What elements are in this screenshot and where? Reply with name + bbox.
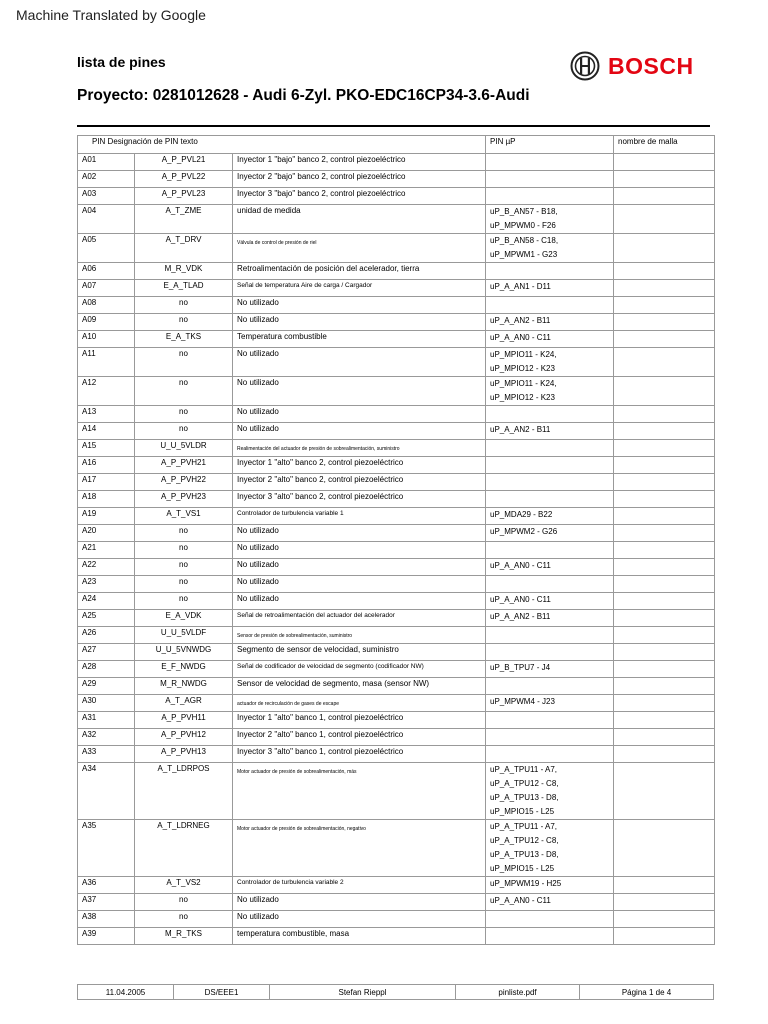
text-cell: Válvula de control de presión de riel: [233, 234, 486, 263]
pin-cell: A12: [78, 377, 135, 406]
net-name-cell: [614, 820, 715, 877]
table-row: [78, 491, 715, 508]
footer-page-number: Página 1 de 4: [580, 985, 714, 1000]
net-name-cell: [614, 423, 715, 440]
pin-cell: A05: [78, 234, 135, 263]
pin-up-cell: [486, 297, 614, 314]
table-row: [78, 234, 715, 263]
text-cell: unidad de medida: [233, 205, 486, 234]
net-name-cell: [614, 729, 715, 746]
table-row: [78, 576, 715, 593]
pin-up-cell: [486, 406, 614, 423]
designation-cell: E_A_TLAD: [135, 280, 233, 297]
pin-up-cell: [486, 440, 614, 457]
pin-up-cell: [486, 542, 614, 559]
text-cell: actuador de recirculación de gases de escape: [233, 695, 486, 712]
table-row: [78, 154, 715, 171]
text-cell: Segmento de sensor de velocidad, suministro: [233, 644, 486, 661]
designation-cell: M_R_NWDG: [135, 678, 233, 695]
header-pin-designation: PIN Designación de PIN texto: [78, 136, 486, 154]
net-name-cell: [614, 712, 715, 729]
pin-up-line: uP_MPWM19 - H25: [490, 879, 562, 888]
pin-cell: A03: [78, 188, 135, 205]
document-title: lista de pines: [77, 54, 166, 70]
pin-up-cell: [486, 661, 614, 678]
text-cell: Motor actuador de presión de sobrealimentación, negativo: [233, 820, 486, 877]
designation-cell: no: [135, 911, 233, 928]
table-row: [78, 729, 715, 746]
table-row: [78, 610, 715, 627]
pin-up-cell: [486, 644, 614, 661]
text-cell: Temperatura combustible: [233, 331, 486, 348]
table-row: [78, 695, 715, 712]
page-footer: [77, 984, 714, 1000]
pin-up-line: uP_A_TPU12 - C8,: [490, 779, 559, 788]
pin-up-line: uP_A_AN1 - D11: [490, 282, 551, 291]
pin-up-line: uP_MPIO15 - L25: [490, 807, 555, 816]
pin-cell: A07: [78, 280, 135, 297]
pin-up-line: uP_B_TPU7 - J4: [490, 663, 551, 672]
designation-cell: no: [135, 559, 233, 576]
table-row: [78, 331, 715, 348]
text-cell: No utilizado: [233, 525, 486, 542]
net-name-cell: [614, 644, 715, 661]
pin-cell: A36: [78, 877, 135, 894]
net-name-cell: [614, 188, 715, 205]
pin-up-cell: [486, 263, 614, 280]
net-name-cell: [614, 661, 715, 678]
text-cell: Inyector 1 "alto" banco 1, control piezoeléctrico: [233, 712, 486, 729]
net-name-cell: [614, 525, 715, 542]
text-cell: Inyector 3 "alto" banco 2, control piezoeléctrico: [233, 491, 486, 508]
pin-cell: A32: [78, 729, 135, 746]
pin-table: [77, 135, 715, 945]
pin-up-line: uP_A_TPU13 - D8,: [490, 850, 559, 859]
pin-cell: A02: [78, 171, 135, 188]
table-row: [78, 508, 715, 525]
pin-up-line: uP_MPWM1 - G23: [490, 250, 558, 259]
net-name-cell: [614, 508, 715, 525]
pin-up-cell: [486, 911, 614, 928]
text-cell: Sensor de velocidad de segmento, masa (sensor NW): [233, 678, 486, 695]
designation-cell: A_T_LDRPOS: [135, 763, 233, 820]
table-row: [78, 440, 715, 457]
pin-up-cell: [486, 348, 614, 377]
pin-cell: A28: [78, 661, 135, 678]
net-name-cell: [614, 205, 715, 234]
net-name-cell: [614, 911, 715, 928]
text-cell: No utilizado: [233, 894, 486, 911]
designation-cell: A_P_PVL23: [135, 188, 233, 205]
designation-cell: M_R_TKS: [135, 928, 233, 945]
table-row: [78, 542, 715, 559]
pin-cell: A37: [78, 894, 135, 911]
net-name-cell: [614, 314, 715, 331]
designation-cell: A_P_PVL21: [135, 154, 233, 171]
pin-up-cell: [486, 763, 614, 820]
text-cell: Inyector 3 "alto" banco 1, control piezoeléctrico: [233, 746, 486, 763]
designation-cell: no: [135, 406, 233, 423]
header-pin-up: PIN µP: [486, 136, 614, 154]
pin-up-cell: [486, 894, 614, 911]
pin-up-cell: [486, 746, 614, 763]
designation-cell: no: [135, 593, 233, 610]
pin-cell: A09: [78, 314, 135, 331]
pin-up-cell: [486, 377, 614, 406]
pin-up-cell: [486, 729, 614, 746]
text-cell: No utilizado: [233, 593, 486, 610]
project-title: Proyecto: 0281012628 - Audi 6-Zyl. PKO-EDC16CP34-3.6-Audi: [77, 87, 530, 104]
brand-name: BOSCH: [608, 52, 694, 79]
header-rule: [77, 125, 710, 127]
pin-up-cell: [486, 820, 614, 877]
designation-cell: A_P_PVH22: [135, 474, 233, 491]
text-cell: Retroalimentación de posición del acelerador, tierra: [233, 263, 486, 280]
table-row: [78, 911, 715, 928]
pin-up-line: uP_MPWM0 - F26: [490, 221, 556, 230]
text-cell: No utilizado: [233, 559, 486, 576]
pin-up-cell: [486, 331, 614, 348]
net-name-cell: [614, 457, 715, 474]
table-row: [78, 820, 715, 877]
table-row: [78, 377, 715, 406]
pin-up-line: uP_MPIO11 - K24,: [490, 350, 557, 359]
pin-up-cell: [486, 205, 614, 234]
pin-up-cell: [486, 280, 614, 297]
footer-department: DS/EEE1: [174, 985, 270, 1000]
pin-up-cell: [486, 928, 614, 945]
table-row: [78, 205, 715, 234]
text-cell: No utilizado: [233, 348, 486, 377]
table-row: [78, 593, 715, 610]
pin-up-cell: [486, 457, 614, 474]
table-row: [78, 348, 715, 377]
pin-up-line: uP_MPWM4 - J23: [490, 697, 555, 706]
table-row: [78, 406, 715, 423]
pin-cell: A34: [78, 763, 135, 820]
designation-cell: A_P_PVH11: [135, 712, 233, 729]
text-cell: No utilizado: [233, 423, 486, 440]
pin-cell: A14: [78, 423, 135, 440]
text-cell: Inyector 2 "bajo" banco 2, control piezoeléctrico: [233, 171, 486, 188]
pin-cell: A24: [78, 593, 135, 610]
pin-up-cell: [486, 474, 614, 491]
table-row: [78, 894, 715, 911]
pin-up-cell: [486, 508, 614, 525]
text-cell: Controlador de turbulencia variable 2: [233, 877, 486, 894]
pin-up-cell: [486, 234, 614, 263]
pin-cell: A31: [78, 712, 135, 729]
text-cell: Controlador de turbulencia variable 1: [233, 508, 486, 525]
table-row: [78, 627, 715, 644]
pin-cell: A29: [78, 678, 135, 695]
text-cell: Señal de codificador de velocidad de segmento (codificador NW): [233, 661, 486, 678]
pin-cell: A17: [78, 474, 135, 491]
net-name-cell: [614, 154, 715, 171]
table-row: [78, 457, 715, 474]
designation-cell: no: [135, 576, 233, 593]
pin-up-line: uP_A_AN0 - C11: [490, 896, 551, 905]
table-row: [78, 644, 715, 661]
header-net-name: nombre de malla: [614, 136, 715, 154]
text-cell: Inyector 1 "alto" banco 2, control piezoeléctrico: [233, 457, 486, 474]
net-name-cell: [614, 593, 715, 610]
pin-up-line: uP_B_AN58 - C18,: [490, 236, 559, 245]
net-name-cell: [614, 171, 715, 188]
pin-cell: A11: [78, 348, 135, 377]
text-cell: Inyector 2 "alto" banco 2, control piezoeléctrico: [233, 474, 486, 491]
pin-up-cell: [486, 627, 614, 644]
text-cell: No utilizado: [233, 377, 486, 406]
table-row: [78, 297, 715, 314]
net-name-cell: [614, 297, 715, 314]
table-row: [78, 423, 715, 440]
table-row: [78, 188, 715, 205]
pin-cell: A23: [78, 576, 135, 593]
table-row: [78, 474, 715, 491]
designation-cell: U_U_5VLDF: [135, 627, 233, 644]
pin-cell: A38: [78, 911, 135, 928]
table-row: [78, 678, 715, 695]
designation-cell: no: [135, 423, 233, 440]
pin-up-cell: [486, 576, 614, 593]
pin-cell: A30: [78, 695, 135, 712]
net-name-cell: [614, 746, 715, 763]
pin-up-cell: [486, 712, 614, 729]
pin-up-line: uP_A_TPU11 - A7,: [490, 765, 558, 774]
table-row: [78, 263, 715, 280]
net-name-cell: [614, 406, 715, 423]
net-name-cell: [614, 763, 715, 820]
net-name-cell: [614, 894, 715, 911]
pin-cell: A06: [78, 263, 135, 280]
designation-cell: M_R_VDK: [135, 263, 233, 280]
pin-up-line: uP_MPIO15 - L25: [490, 864, 555, 873]
table-row: [78, 712, 715, 729]
table-row: [78, 314, 715, 331]
pin-up-line: uP_MPWM2 - G26: [490, 527, 558, 536]
pin-cell: A10: [78, 331, 135, 348]
pin-cell: A19: [78, 508, 135, 525]
text-cell: No utilizado: [233, 576, 486, 593]
designation-cell: U_U_5VLDR: [135, 440, 233, 457]
table-row: [78, 661, 715, 678]
pin-cell: A27: [78, 644, 135, 661]
text-cell: Inyector 3 "bajo" banco 2, control piezoeléctrico: [233, 188, 486, 205]
pin-up-cell: [486, 525, 614, 542]
pin-cell: A15: [78, 440, 135, 457]
bosch-logo: [570, 50, 694, 82]
pin-up-cell: [486, 877, 614, 894]
pin-up-cell: [486, 610, 614, 627]
text-cell: Sensor de presión de sobrealimentación, suministro: [233, 627, 486, 644]
text-cell: Señal de retroalimentación del actuador del acelerador: [233, 610, 486, 627]
net-name-cell: [614, 331, 715, 348]
designation-cell: A_P_PVH23: [135, 491, 233, 508]
text-cell: No utilizado: [233, 542, 486, 559]
pin-up-cell: [486, 695, 614, 712]
designation-cell: no: [135, 348, 233, 377]
pin-up-line: uP_MDA29 - B22: [490, 510, 553, 519]
pin-cell: A18: [78, 491, 135, 508]
pin-cell: A25: [78, 610, 135, 627]
pin-up-line: uP_MPIO11 - K24,: [490, 379, 557, 388]
footer-filename: pinliste.pdf: [456, 985, 580, 1000]
pin-cell: A01: [78, 154, 135, 171]
text-cell: No utilizado: [233, 406, 486, 423]
net-name-cell: [614, 542, 715, 559]
footer-author: Stefan Rieppl: [270, 985, 456, 1000]
pin-up-cell: [486, 188, 614, 205]
designation-cell: A_T_LDRNEG: [135, 820, 233, 877]
pin-up-line: uP_A_AN2 - B11: [490, 316, 551, 325]
table-row: [78, 746, 715, 763]
designation-cell: no: [135, 525, 233, 542]
designation-cell: A_P_PVL22: [135, 171, 233, 188]
table-row: [78, 928, 715, 945]
designation-cell: A_P_PVH13: [135, 746, 233, 763]
designation-cell: A_T_DRV: [135, 234, 233, 263]
table-row: [78, 763, 715, 820]
text-cell: Realimentación del actuador de presión de sobrealimentación, suministro: [233, 440, 486, 457]
net-name-cell: [614, 377, 715, 406]
net-name-cell: [614, 576, 715, 593]
net-name-cell: [614, 928, 715, 945]
designation-cell: no: [135, 542, 233, 559]
net-name-cell: [614, 610, 715, 627]
pin-cell: A33: [78, 746, 135, 763]
designation-cell: U_U_5VNWDG: [135, 644, 233, 661]
text-cell: Inyector 2 "alto" banco 1, control piezoeléctrico: [233, 729, 486, 746]
text-cell: Señal de temperatura Aire de carga / Cargador: [233, 280, 486, 297]
table-row: [78, 280, 715, 297]
pin-up-line: uP_A_AN0 - C11: [490, 561, 551, 570]
table-row: [78, 171, 715, 188]
pin-up-cell: [486, 314, 614, 331]
pin-cell: A22: [78, 559, 135, 576]
pin-up-line: uP_A_AN0 - C11: [490, 595, 551, 604]
designation-cell: A_T_VS2: [135, 877, 233, 894]
text-cell: Inyector 1 "bajo" banco 2, control piezoeléctrico: [233, 154, 486, 171]
table-row: [78, 525, 715, 542]
pin-cell: A26: [78, 627, 135, 644]
pin-up-line: uP_MPIO12 - K23: [490, 364, 555, 373]
machine-translated-banner: Machine Translated by Google: [16, 7, 206, 23]
net-name-cell: [614, 877, 715, 894]
designation-cell: A_P_PVH21: [135, 457, 233, 474]
pin-cell: A08: [78, 297, 135, 314]
pin-cell: A21: [78, 542, 135, 559]
designation-cell: no: [135, 377, 233, 406]
net-name-cell: [614, 678, 715, 695]
pin-up-cell: [486, 678, 614, 695]
pin-up-line: uP_A_TPU13 - D8,: [490, 793, 559, 802]
net-name-cell: [614, 440, 715, 457]
pin-cell: A13: [78, 406, 135, 423]
pin-up-cell: [486, 593, 614, 610]
designation-cell: no: [135, 894, 233, 911]
pin-up-line: uP_A_TPU11 - A7,: [490, 822, 558, 831]
designation-cell: A_T_ZME: [135, 205, 233, 234]
net-name-cell: [614, 280, 715, 297]
designation-cell: E_F_NWDG: [135, 661, 233, 678]
pin-up-cell: [486, 423, 614, 440]
net-name-cell: [614, 263, 715, 280]
pin-cell: A20: [78, 525, 135, 542]
pin-cell: A39: [78, 928, 135, 945]
net-name-cell: [614, 559, 715, 576]
text-cell: temperatura combustible, masa: [233, 928, 486, 945]
table-row: [78, 559, 715, 576]
pin-up-line: uP_A_AN2 - B11: [490, 425, 551, 434]
net-name-cell: [614, 491, 715, 508]
net-name-cell: [614, 348, 715, 377]
designation-cell: no: [135, 297, 233, 314]
pin-up-line: uP_A_AN0 - C11: [490, 333, 551, 342]
designation-cell: E_A_VDK: [135, 610, 233, 627]
table-header-row: [78, 136, 715, 154]
text-cell: Motor actuador de presión de sobrealimentación, más: [233, 763, 486, 820]
footer-date: 11.04.2005: [78, 985, 174, 1000]
pin-up-cell: [486, 171, 614, 188]
bosch-armature-icon: [570, 51, 600, 81]
text-cell: No utilizado: [233, 911, 486, 928]
pin-up-line: uP_B_AN57 - B18,: [490, 207, 558, 216]
designation-cell: A_T_AGR: [135, 695, 233, 712]
pin-up-cell: [486, 559, 614, 576]
pin-cell: A04: [78, 205, 135, 234]
designation-cell: E_A_TKS: [135, 331, 233, 348]
pin-up-line: uP_MPIO12 - K23: [490, 393, 555, 402]
pin-cell: A35: [78, 820, 135, 877]
pin-up-cell: [486, 491, 614, 508]
pin-up-line: uP_A_AN2 - B11: [490, 612, 551, 621]
table-row: [78, 877, 715, 894]
net-name-cell: [614, 695, 715, 712]
net-name-cell: [614, 234, 715, 263]
net-name-cell: [614, 627, 715, 644]
net-name-cell: [614, 474, 715, 491]
pin-up-line: uP_A_TPU12 - C8,: [490, 836, 559, 845]
designation-cell: A_T_VS1: [135, 508, 233, 525]
text-cell: No utilizado: [233, 314, 486, 331]
designation-cell: no: [135, 314, 233, 331]
text-cell: No utilizado: [233, 297, 486, 314]
pin-cell: A16: [78, 457, 135, 474]
designation-cell: A_P_PVH12: [135, 729, 233, 746]
pin-up-cell: [486, 154, 614, 171]
